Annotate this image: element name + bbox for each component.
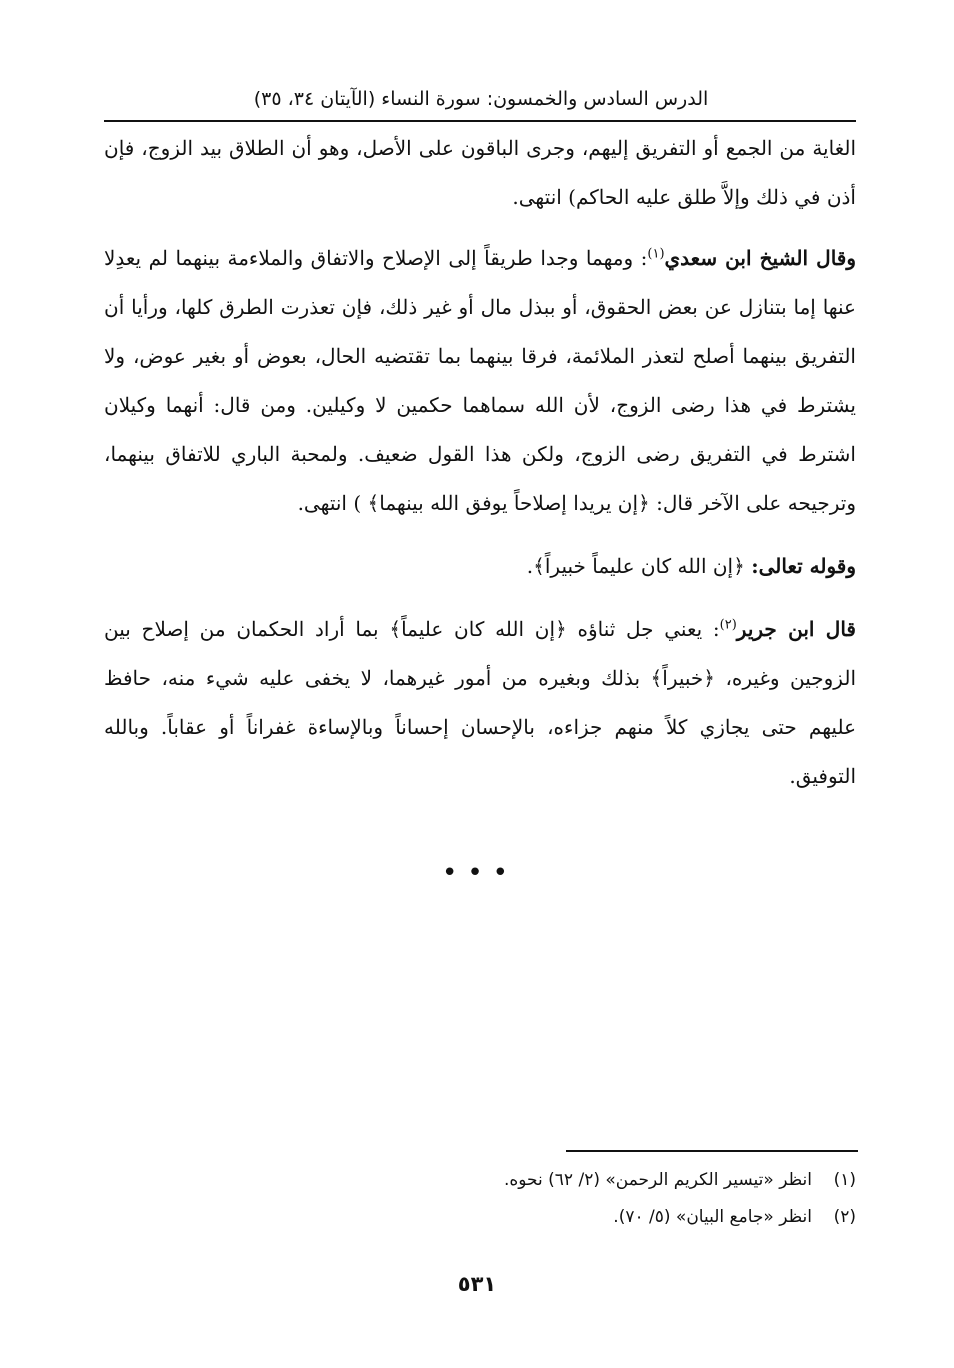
footnote-1-text: انظر «تيسير الكريم الرحمن» (٢/ ٦٢) نحوه. (503, 1170, 812, 1190)
footnote-2-number: (٢) (833, 1207, 856, 1227)
footnotes (300, 1162, 856, 1236)
paragraph-2-lead: وقال الشيخ ابن سعدي (664, 246, 857, 270)
paragraph-3-text: ﴿إن الله كان عليماً خبيراً﴾. (526, 554, 752, 578)
paragraph-4-lead: قال ابن جرير (736, 617, 856, 641)
footnote-1-number: (١) (833, 1170, 856, 1190)
header-rule (104, 120, 856, 122)
paragraph-1 (104, 124, 856, 222)
footnote-2 (300, 1199, 856, 1236)
footnote-rule (566, 1150, 858, 1152)
footnote-1 (300, 1162, 856, 1199)
paragraph-4-text: : يعني جل ثناؤه ﴿إن الله كان عليماً﴾ بما أراد الحكمان من إصلاح بين الزوجين وغيره، ﴿خبيراً﴾ بذلك وبغيره من أمور غيرهما، لا يخفى عليه شيء منه، حافظ عليهم حتى يجازي كلاً منهم جزاءه، بالإحسان إحساناً وبالإساءة غفراناً أو عقاباً. وبالله التوفيق. (104, 617, 856, 788)
main-text (104, 124, 856, 815)
footnote-ref-1[interactable]: (١) (647, 246, 665, 262)
paragraph-3 (104, 542, 856, 591)
page-number: ٥٣١ (457, 1272, 497, 1296)
paragraph-3-lead: وقوله تعالى: (751, 554, 856, 578)
footnote-2-text: انظر «جامع البيان» (٥/ ٧٠). (613, 1207, 812, 1227)
paragraph-2 (104, 234, 856, 528)
paragraph-1-text: الغاية من الجمع أو التفريق إليهم، وجرى الباقون على الأصل، وهو أن الطلاق بيد الزوج، فإن أذن في ذلك وإلاَّ طلق عليه الحاكم) انتهى. (104, 136, 856, 209)
paragraph-2-text: : ومهما وجدا طريقاً إلى الإصلاح والاتفاق والملاءمة بينهما لم يعدِلا عنها إما بتنازل عن بعض الحقوق، أو ببذل مال أو غير ذلك، فإن تعذرت الطرق كلها، ورأيا أن التفريق بينهما أصلح لتعذر الملائمة، فرقا بينهما بما تقتضيه الحال، بعوض أو بغير عوض، ولا يشترط في هذا رضى الزوج، لأن الله سماهما حكمين لا وكيلين. ومن قال: أنهما وكيلان اشترط في التفريق رضى الزوج، ولكن هذا القول ضعيف. ولمحبة الباري للاتفاق بينهما، وترجيحه على الآخر قال: ﴿إن يريدا إصلاحاً يوفق الله بينهما﴾ ) انتهى. (104, 246, 856, 515)
section-separator: ••• (441, 858, 518, 888)
footnote-ref-2[interactable]: (٢) (719, 617, 737, 633)
paragraph-4 (104, 605, 856, 801)
running-header: الدرس السادس والخمسون: سورة النساء (الآيتان ٣٤، ٣٥) (253, 88, 709, 110)
